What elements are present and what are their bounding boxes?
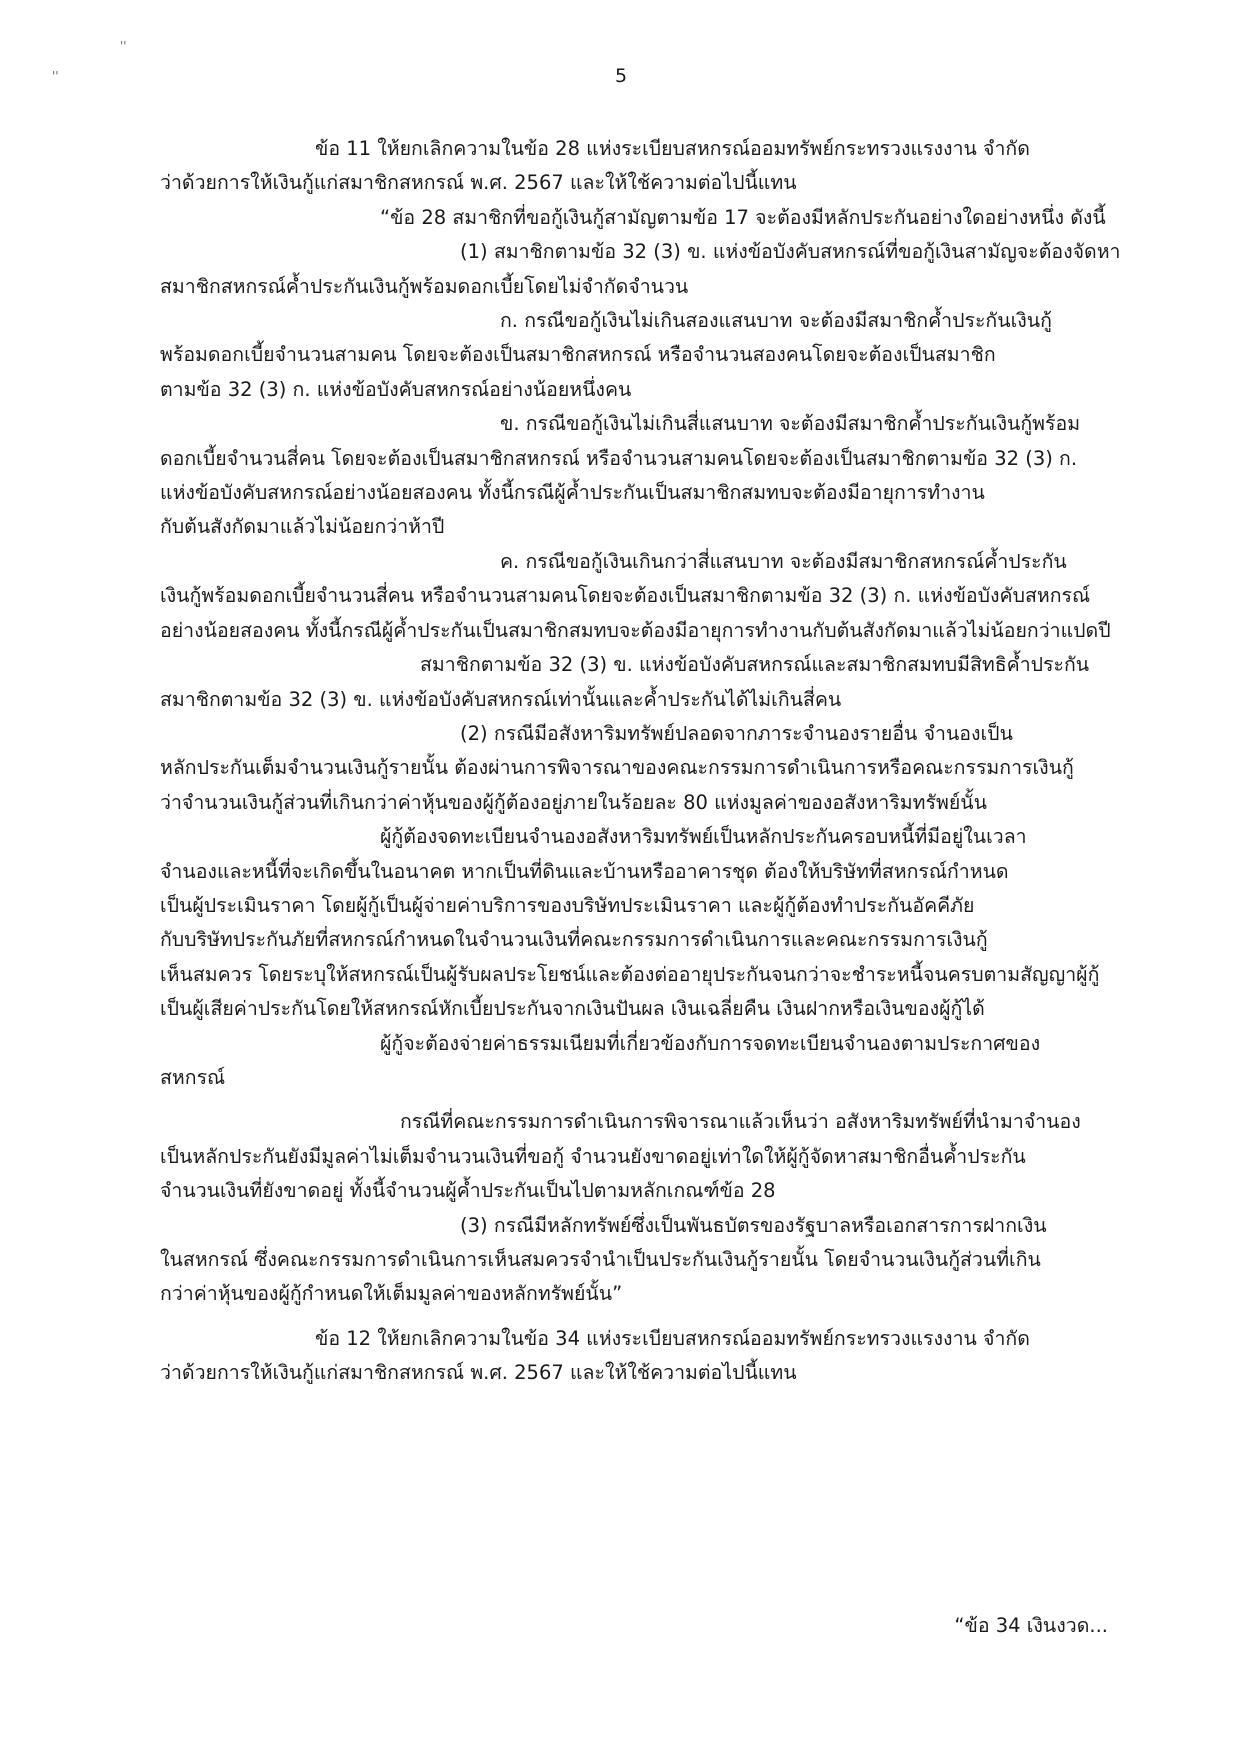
text-line: เป็นหลักประกันยังมีมูลค่าไม่เต็มจำนวนเงินที่ขอกู้ จำนวนยังขาดอยู่เท่าใดให้ผู้กู้จัดหาสมาชิกอื่นค้ำประกัน	[160, 1144, 1026, 1168]
text-line: ว่าจำนวนเงินกู้ส่วนที่เกินกว่าค่าหุ้นของผู้กู้ต้องอยู่ภายในร้อยละ 80 แห่งมูลค่าของอสังหาริมทรัพย์นั้น	[160, 790, 987, 814]
text-line: เป็นผู้ประเมินราคา โดยผู้กู้เป็นผู้จ่ายค่าบริการของบริษัทประเมินราคา และผู้กู้ต้องทำประกันอัคคีภัย	[160, 893, 975, 917]
text-line: ผู้กู้ต้องจดทะเบียนจำนองอสังหาริมทรัพย์เป็นหลักประกันครอบหนี้ที่มีอยู่ในเวลา	[380, 825, 1027, 849]
continuation-marker: “ข้อ 34 เงินงวด...	[954, 1614, 1108, 1637]
text-line: (1) สมาชิกตามข้อ 32 (3) ข. แห่งข้อบังคับสหกรณ์ที่ขอกู้เงินสามัญจะต้องจัดหา	[460, 240, 1121, 264]
text-line: ข. กรณีขอกู้เงินไม่เกินสี่แสนบาท จะต้องมีสมาชิกค้ำประกันเงินกู้พร้อม	[500, 412, 1081, 436]
text-line: ดอกเบี้ยจำนวนสี่คน โดยจะต้องเป็นสมาชิกสหกรณ์ หรือจำนวนสามคนโดยจะต้องเป็นสมาชิกตามข้อ 32 (3) ก.	[160, 446, 1078, 470]
scan-mark: ''	[120, 39, 127, 53]
text-line: สมาชิกตามข้อ 32 (3) ข. แห่งข้อบังคับสหกรณ์เท่านั้นและค้ำประกันได้ไม่เกินสี่คน	[160, 687, 842, 711]
text-line: (2) กรณีมีอสังหาริมทรัพย์ปลอดจากภาระจำนองรายอื่น จำนองเป็น	[460, 721, 1013, 745]
text-line: ว่าด้วยการให้เงินกู้แก่สมาชิกสหกรณ์ พ.ศ. 2567 และให้ใช้ความต่อไปนี้แทน	[160, 1361, 797, 1385]
text-line: หลักประกันเต็มจำนวนเงินกู้รายนั้น ต้องผ่านการพิจารณาของคณะกรรมการดำเนินการหรือคณะกรรมการเงินกู้	[160, 756, 1074, 780]
text-line: ข้อ 11 ให้ยกเลิกความในข้อ 28 แห่งระเบียบสหกรณ์ออมทรัพย์กระทรวงแรงงาน จำกัด	[315, 137, 1030, 160]
paragraph-gap	[160, 1312, 1110, 1322]
text-line: ในสหกรณ์ ซึ่งคณะกรรมการดำเนินการเห็นสมควรจำนำเป็นประกันเงินกู้รายนั้น โดยจำนวนเงินกู้ส่วนที่เกิน	[160, 1248, 1041, 1271]
text-line: จำนวนเงินที่ยังขาดอยู่ ทั้งนี้จำนวนผู้ค้ำประกันเป็นไปตามหลักเกณฑ์ข้อ 28	[160, 1179, 776, 1203]
text-line: ค. กรณีขอกู้เงินเกินกว่าสี่แสนบาท จะต้องมีสมาชิกสหกรณ์ค้ำประกัน	[500, 549, 1067, 573]
text-line: ตามข้อ 32 (3) ก. แห่งข้อบังคับสหกรณ์อย่างน้อยหนึ่งคน	[160, 377, 632, 401]
text-line: ข้อ 12 ให้ยกเลิกความในข้อ 34 แห่งระเบียบสหกรณ์ออมทรัพย์กระทรวงแรงงาน จำกัด	[315, 1326, 1030, 1350]
paragraph-gap	[160, 1095, 1110, 1105]
text-line: เป็นผู้เสียค่าประกันโดยให้สหกรณ์หักเบี้ยประกันจากเงินปันผล เงินเฉลี่ยคืน เงินฝากหรือเงินของผู้กู้ได้	[160, 997, 985, 1021]
text-line: กับต้นสังกัดมาแล้วไม่น้อยกว่าห้าปี	[160, 515, 445, 539]
text-line: สมาชิกตามข้อ 32 (3) ข. แห่งข้อบังคับสหกรณ์และสมาชิกสมทบมีสิทธิค้ำประกัน	[420, 653, 1090, 677]
text-line: ก. กรณีขอกู้เงินไม่เกินสองแสนบาท จะต้องมีสมาชิกค้ำประกันเงินกู้	[500, 309, 1052, 333]
document-body	[160, 132, 1121, 1391]
text-line: ว่าด้วยการให้เงินกู้แก่สมาชิกสหกรณ์ พ.ศ. 2567 และให้ใช้ความต่อไปนี้แทน	[160, 171, 797, 195]
text-line: เห็นสมควร โดยระบุให้สหกรณ์เป็นผู้รับผลประโยชน์และต้องต่ออายุประกันจนกว่าจะชำระหนี้จนครบตามสัญญาผู้กู้	[160, 962, 1100, 986]
text-line: กรณีที่คณะกรรมการดำเนินการพิจารณาแล้วเห็นว่า อสังหาริมทรัพย์ที่นำมาจำนอง	[400, 1110, 1081, 1134]
text-line: กับบริษัทประกันภัยที่สหกรณ์กำหนดในจำนวนเงินที่คณะกรรมการดำเนินการและคณะกรรมการเงินกู้	[160, 928, 988, 952]
text-line: ผู้กู้จะต้องจ่ายค่าธรรมเนียมที่เกี่ยวข้องกับการจดทะเบียนจำนองตามประกาศของ	[380, 1031, 1041, 1055]
text-line: จำนองและหนี้ที่จะเกิดขึ้นในอนาคต หากเป็นที่ดินและบ้านหรืออาคารชุด ต้องให้บริษัทที่สหกรณ์กำหนด	[160, 859, 1009, 883]
text-line: สหกรณ์	[160, 1065, 226, 1089]
scan-mark: ''	[52, 69, 59, 83]
text-line: พร้อมดอกเบี้ยจำนวนสามคน โดยจะต้องเป็นสมาชิกสหกรณ์ หรือจำนวนสองคนโดยจะต้องเป็นสมาชิก	[160, 343, 996, 367]
text-line: (3) กรณีมีหลักทรัพย์ซึ่งเป็นพันธบัตรของรัฐบาลหรือเอกสารการฝากเงิน	[460, 1213, 1047, 1237]
text-line: เงินกู้พร้อมดอกเบี้ยจำนวนสี่คน หรือจำนวนสามคนโดยจะต้องเป็นสมาชิกตามข้อ 32 (3) ก. แห่งข้อบังคับสหกรณ์	[160, 584, 1091, 608]
text-line: สมาชิกสหกรณ์ค้ำประกันเงินกู้พร้อมดอกเบี้ยโดยไม่จำกัดจำนวน	[160, 274, 689, 298]
text-line: อย่างน้อยสองคน ทั้งนี้กรณีผู้ค้ำประกันเป็นสมาชิกสมทบจะต้องมีอายุการทำงานกับต้นสังกัดมาแล้วไม่น้อยกว่าแปดปี	[160, 618, 1111, 642]
page-number: 5	[614, 65, 628, 87]
text-line: กว่าค่าหุ้นของผู้กู้กำหนดให้เต็มมูลค่าของหลักทรัพย์นั้น”	[160, 1282, 623, 1306]
text-line: แห่งข้อบังคับสหกรณ์อย่างน้อยสองคน ทั้งนี้กรณีผู้ค้ำประกันเป็นสมาชิกสมทบจะต้องมีอายุการทำงาน	[160, 481, 985, 505]
text-line: “ข้อ 28 สมาชิกที่ขอกู้เงินกู้สามัญตามข้อ 17 จะต้องมีหลักประกันอย่างใดอย่างหนึ่ง ดังนี้	[380, 205, 1106, 229]
